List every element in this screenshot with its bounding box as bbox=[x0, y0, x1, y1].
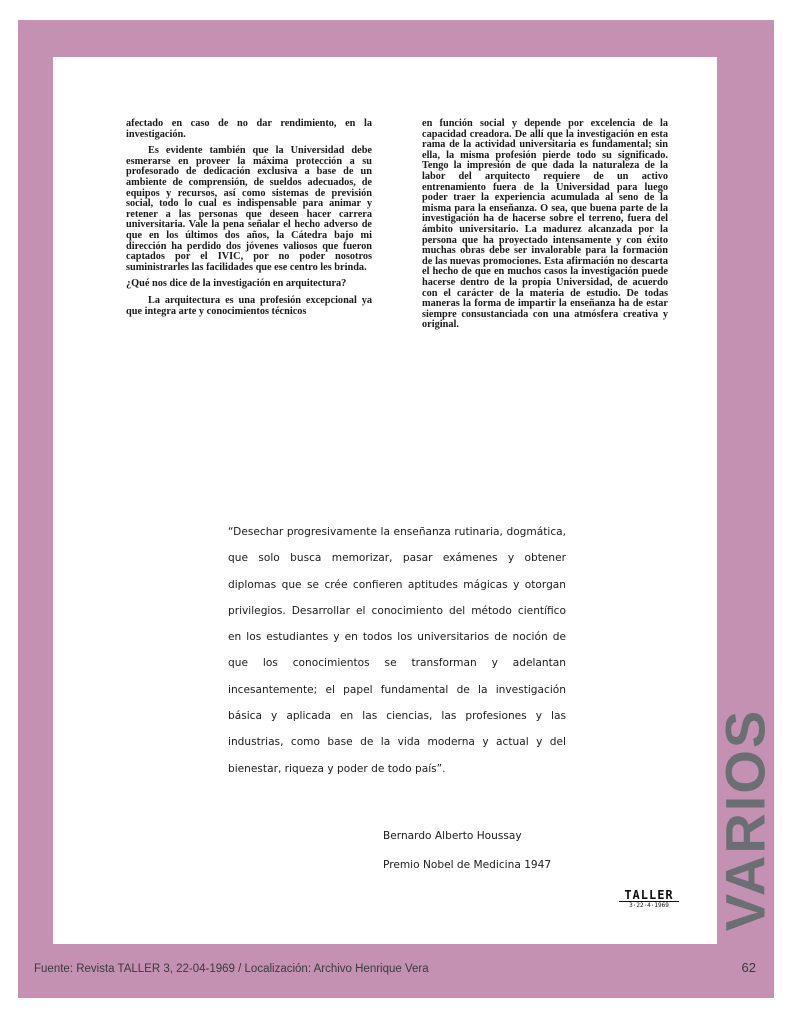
scanned-page bbox=[53, 57, 717, 944]
taller-logo-name: TALLER bbox=[619, 889, 679, 902]
footer-source: Fuente: Revista TALLER 3, 22-04-1969 / Localización: Archivo Henrique Vera bbox=[34, 963, 429, 975]
section-label bbox=[710, 700, 780, 940]
paragraph: afectado en caso de no dar rendimiento, en la investigación. bbox=[126, 118, 372, 140]
interview-question: ¿Qué nos dice de la investigación en arquitectura? bbox=[126, 278, 347, 290]
quote-author-distinction: Premio Nobel de Medicina 1947 bbox=[383, 859, 552, 871]
quote-text: “Desechar progresivamente la enseñanza rutinaria, dogmática, que solo busca memorizar, pasar exámenes y obtener diplomas que se crée confieren aptitudes mágicas y otorgan privilegios. Desarrollar el conocimiento del método científico en los estudiantes y en todos los universitarios de noción de que los conocimientos se transforman y adelantan incesantemente; el papel fundamental de la investigación básica y aplicada en las ciencias, las profesiones y las industrias, como base de la vida moderna y actual y del bienestar, riqueza y poder de todo país”. bbox=[228, 526, 566, 775]
paragraph: Es evidente también que la Universidad debe esmerarse en proveer la máxima protección a su profesorado de dedicación exclusiva a base de un ambiente de comprensión, de sueldos adecuados, de equipos y recursos, así como sistemas de previsión social, todo lo cual es indispensable para animar y retener a las personas que deseen hacer carrera universitaria. Vale la pena señalar el hecho adverso de que en los últimos dos años, la Cátedra bajo mi dirección ha perdido dos jóvenes valiosos que fueron captados por el IVIC, por no poder nosotros suministrarles las facilidades que ese centro les brinda. bbox=[126, 145, 372, 273]
paragraph: en función social y depende por excelencia de la capacidad creadora. De allí que la investigación en esta rama de la actividad universitaria es fundamental; sin ella, la misma profesión pierde todo su significado. Tengo la impresión de que dada la naturaleza de la labor del arquitecto requiere de un activo entrenamiento fuera de la Universidad para luego poder traer la experiencia acumulada al seno de la misma para la enseñanza. O sea, que buena parte de la investigación ha de hacerse sobre el terreno, fuera del ámbito universitario. La madurez alcanzada por la persona que ha proyectado intensamente y con éxito muchas obras debe ser invalorable para la formación de las nuevas promociones. Esta afirmación no descarta el hecho de que en muchos casos la investigación puede hacerse dentro de la propia Universidad, de acuerdo con el carácter de la materia de estudio. De todas maneras la forma de impartir la enseñanza ha de estar siempre consustanciada con una atmósfera creativa y original. bbox=[422, 118, 668, 331]
article-right-column bbox=[422, 119, 668, 337]
article-left-column bbox=[126, 119, 372, 323]
page-frame bbox=[18, 20, 777, 998]
page-number: 62 bbox=[741, 960, 756, 975]
section-label-text: VARIOS bbox=[713, 708, 777, 932]
paragraph: La arquitectura es una profesión excepcional ya que integra arte y conocimientos técnicos bbox=[126, 294, 372, 317]
taller-logo-subtitle: 3·22·4·1969 bbox=[629, 902, 669, 909]
quote-author: Bernardo Alberto Houssay bbox=[383, 830, 522, 842]
taller-logo bbox=[619, 889, 679, 910]
